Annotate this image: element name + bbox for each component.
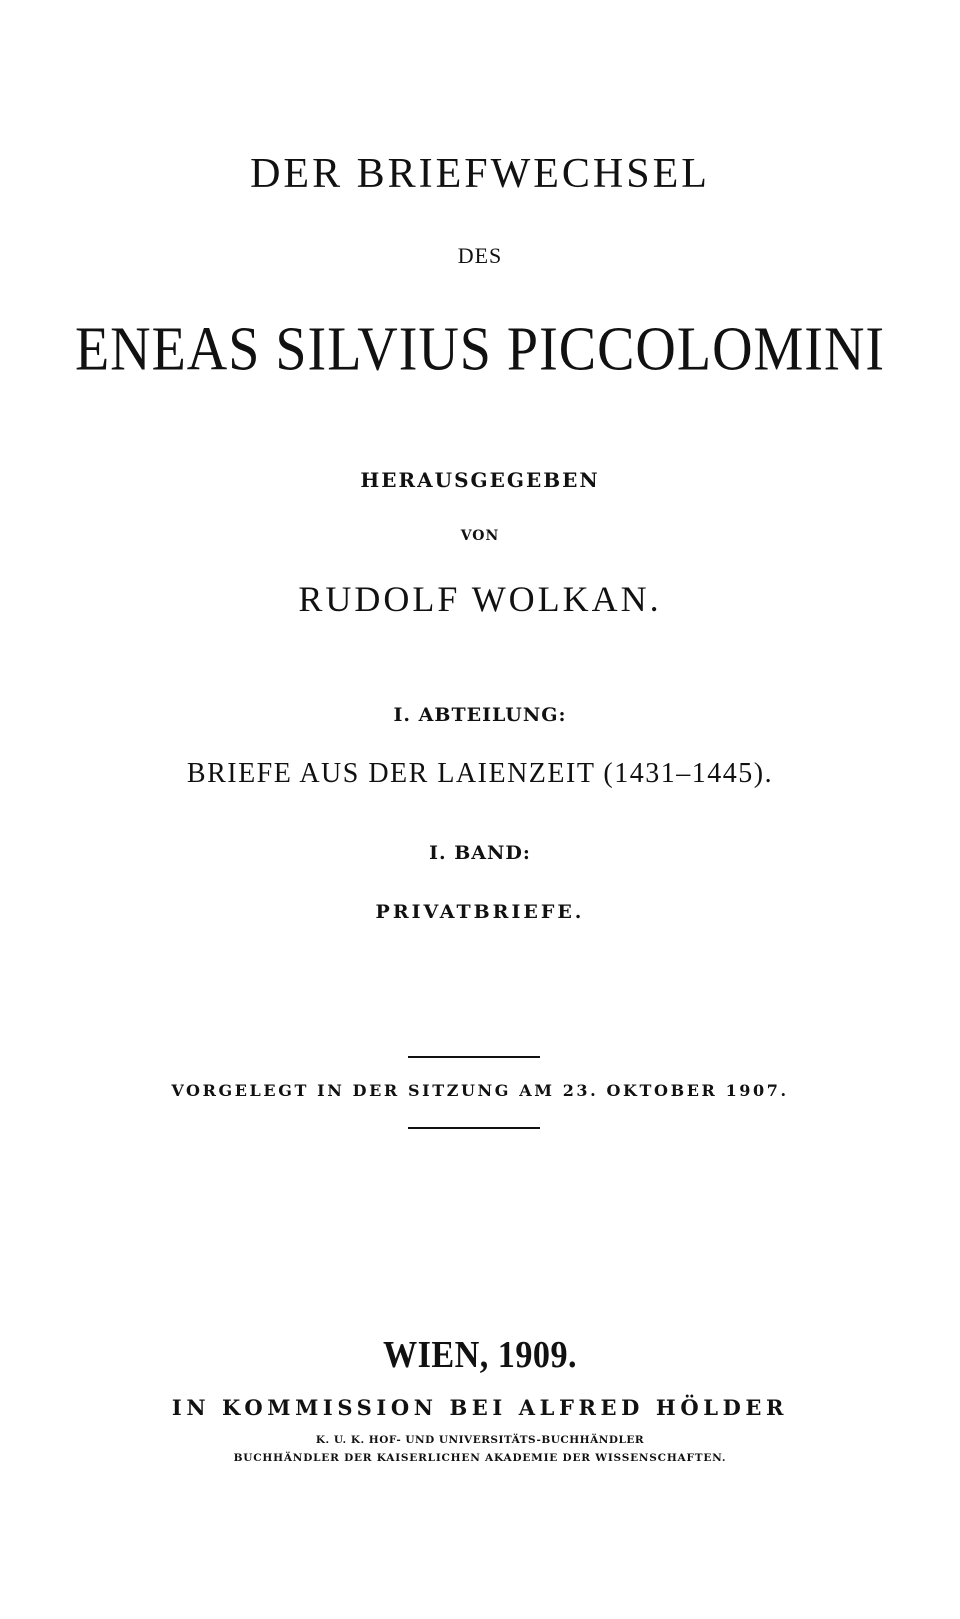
division-label: I. ABTEILUNG: bbox=[393, 704, 567, 726]
title-line-des: DES bbox=[457, 243, 503, 268]
presented-note: VORGELEGT IN DER SITZUNG AM 23. OKTOBER 1907. bbox=[171, 1081, 789, 1100]
divider-rule-bottom bbox=[408, 1127, 540, 1129]
title-line-author-name: ENEAS SILVIUS PICCOLOMINI bbox=[74, 314, 886, 385]
imprint-commission: IN KOMMISSION BEI ALFRED HÖLDER bbox=[171, 1395, 789, 1420]
imprint-bookseller-line2: BUCHHÄNDLER DER KAISERLICHEN AKADEMIE DER WISSENSCHAFTEN. bbox=[233, 1452, 727, 1464]
imprint-place-year: WIEN, 1909. bbox=[382, 1334, 578, 1376]
division-title: BRIEFE AUS DER LAIENZEIT (1431–1445). bbox=[186, 758, 774, 789]
editor-prefix-herausgegeben: HERAUSGEGEBEN bbox=[360, 468, 600, 492]
divider-rule-top bbox=[408, 1056, 540, 1058]
editor-prefix-von: VON bbox=[460, 528, 500, 544]
imprint-bookseller-line1: K. U. K. HOF- UND UNIVERSITÄTS-BUCHHÄNDLER bbox=[315, 1434, 645, 1446]
volume-label: I. BAND: bbox=[429, 842, 531, 864]
title-line-briefwechsel: DER BRIEFWECHSEL bbox=[250, 151, 710, 197]
volume-title: PRIVATBRIEFE. bbox=[375, 901, 585, 923]
editor-name: RUDOLF WOLKAN. bbox=[298, 579, 662, 619]
